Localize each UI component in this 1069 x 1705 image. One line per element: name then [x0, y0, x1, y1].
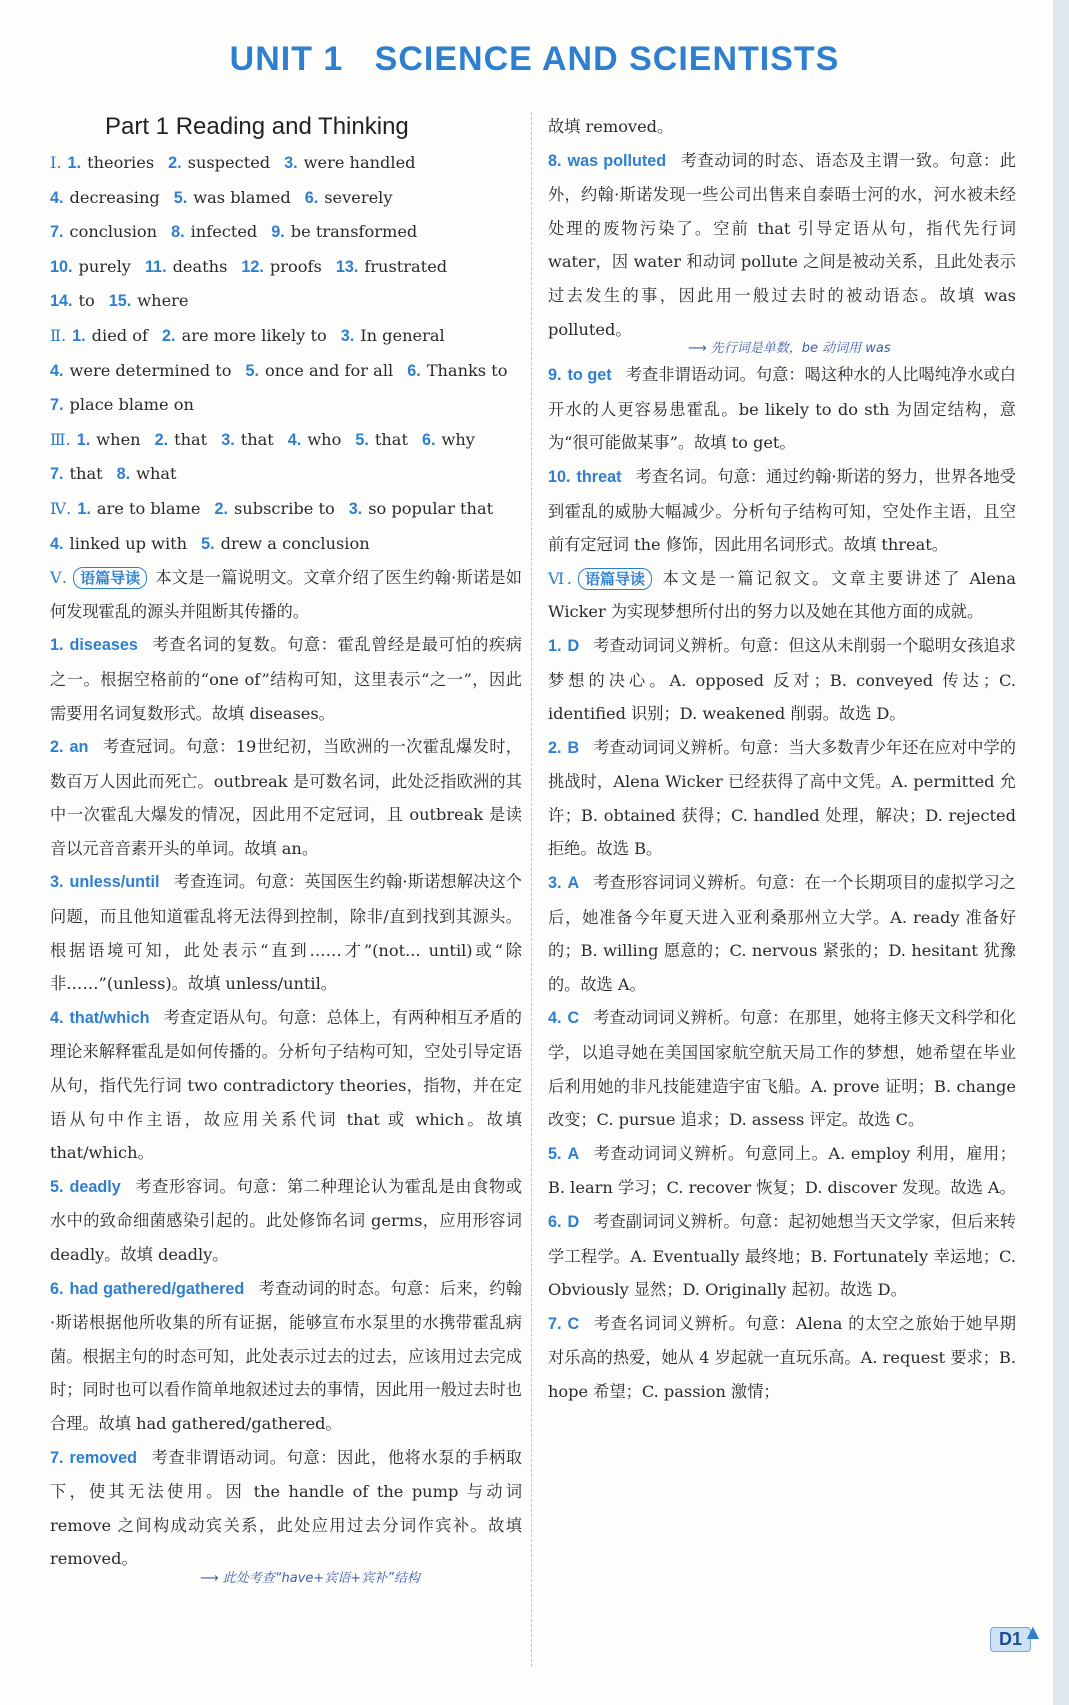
- answer-item: [349, 499, 493, 518]
- explanation-text: 考查定语从句。句意：总体上，有两种相互矛盾的理论来解释霍乱是如何传播的。分析句子结构可知，空处引导定语从句，指代先行词 two contradictory theories，指物，并在定语从句中作主语，故应用关系代词 that 或 which。故填 that/which。: [50, 1007, 522, 1163]
- answer-item: [50, 222, 157, 241]
- explanation-text: 考查名词的复数。句意：霍乱曾经是最可怕的疾病之一。根据空格前的“one of”结构可知，这里表示“之一”，因此需要用名词复数形式。故填 diseases。: [50, 635, 522, 723]
- explanation-entry: [548, 460, 1016, 562]
- answer-key: had gathered/gathered: [69, 1279, 245, 1298]
- answer-number: 1.: [67, 154, 82, 172]
- section-6-intro: [548, 562, 1016, 629]
- answer-key: C: [567, 1009, 580, 1028]
- answer-item: [355, 430, 408, 449]
- answer-text: died of: [91, 325, 149, 345]
- answer-key: removed: [69, 1448, 137, 1467]
- answer-row: [50, 181, 522, 216]
- answer-row: [50, 423, 522, 458]
- answer-number: 6.: [421, 430, 436, 449]
- answer-number: 6.: [304, 188, 319, 207]
- answer-row: [50, 215, 522, 250]
- answer-number: 2.: [162, 326, 176, 345]
- section-5-intro: [50, 561, 522, 628]
- question-number: 4.: [50, 1008, 64, 1027]
- left-column: [50, 110, 522, 1588]
- section-label: Ⅱ.: [50, 325, 67, 345]
- question-number: 1.: [50, 636, 64, 655]
- explanation-text: 考查连词。句意：英国医生约翰·斯诺想解决这个问题，而且他知道霍乱将无法得到控制，除非/直到找到其源头。根据语境可知，此处表示“直到……才”(not... until)或“除非……”(unless)。故填 unless/until。: [50, 872, 522, 994]
- answer-item: [271, 222, 417, 241]
- answer-number: 10.: [50, 257, 73, 276]
- explanation-entry: [50, 1001, 522, 1170]
- answer-text: that: [174, 429, 208, 449]
- answer-text: infected: [190, 222, 258, 242]
- answer-number: 5.: [355, 430, 369, 449]
- answer-item: [50, 464, 103, 483]
- answer-key: A: [567, 874, 580, 893]
- explanation-text: 考查动词词义辨析。句意同上。A. employ 利用，雇用；B. learn 学习；C. recover 恢复；D. discover 发现。故选 A。: [548, 1143, 1016, 1198]
- answer-item: [109, 291, 189, 310]
- section-1: [50, 146, 522, 319]
- section-5-right-items: [548, 144, 1016, 562]
- answer-item: [171, 222, 257, 241]
- answer-number: 1.: [77, 499, 91, 518]
- answer-key: to get: [567, 366, 612, 385]
- question-number: 2.: [50, 738, 64, 757]
- continuation-text: 故填 removed。: [548, 117, 674, 136]
- question-number: 3.: [50, 873, 64, 892]
- page-edge: [1053, 0, 1069, 1705]
- answer-item: [50, 361, 231, 380]
- section-6-items: [548, 629, 1016, 1409]
- answer-number: 3.: [284, 154, 298, 172]
- answer-row: [50, 354, 522, 389]
- answer-number: 4.: [50, 534, 64, 553]
- question-number: 8.: [548, 151, 562, 170]
- explanation-text: 考查非谓语动词。句意：因此，他将水泵的手柄取下，使其无法使用。因 the handle of the pump 与动词 remove 之间构成动宾关系，此处应用过去分词作宾补。故填 removed。: [50, 1447, 522, 1569]
- answer-item: [50, 257, 131, 276]
- answer-number: 1.: [72, 326, 86, 345]
- answer-text: where: [137, 291, 189, 311]
- section-4: [50, 492, 522, 561]
- explanation-text: 考查动词的时态、语态及主谓一致。句意：此外，约翰·斯诺发现一些公司出售来自泰晤士河的水，河水被未经处理的废物污染了。空前 that 引导定语从句，指代先行词 water，因 water 和动词 pollute 之间是被动关系，且此处表示过去发生的事，因此用一般过去时的被动语态。故填 was polluted。: [548, 150, 1016, 339]
- answer-item: [288, 430, 342, 449]
- answer-text: to: [78, 291, 95, 311]
- question-number: 3.: [548, 874, 562, 893]
- explanation-text: 考查副词词义辨析。句意：起初她想当天文学家，但后来转学工程学。A. Eventually 最终地；B. Fortunately 幸运地；C. Obviously 显然；D. Originally 起初。故选 D。: [548, 1212, 1016, 1300]
- answer-item: [50, 534, 187, 553]
- explanation-entry: [548, 866, 1016, 1001]
- section-5-label: Ⅴ.: [50, 568, 68, 588]
- answer-number: 6.: [407, 361, 421, 380]
- answer-key: that/which: [69, 1008, 150, 1027]
- reading-guide-badge: 语篇导读: [73, 567, 147, 589]
- answer-number: 12.: [241, 257, 264, 276]
- answer-key: diseases: [69, 636, 138, 655]
- answer-number: 3.: [221, 430, 235, 449]
- answer-key: D: [567, 636, 580, 655]
- answer-text: were handled: [303, 153, 416, 172]
- explanation-text: 考查动词词义辨析。句意：但这从未削弱一个聪明女孩追求梦想的决心。A. opposed 反对；B. conveyed 传达；C. identified 识别；D. weakened 削弱。故选 D。: [548, 635, 1016, 724]
- explanation-entry: [548, 1205, 1016, 1307]
- section-6-intro-text: 本文是一篇记叙文。文章主要讲述了 Alena Wicker 为实现梦想所付出的努力以及她在其他方面的成就。: [548, 568, 1016, 622]
- answer-item: [336, 257, 447, 276]
- question-number: 6.: [50, 1279, 64, 1298]
- answer-text: purely: [78, 256, 131, 276]
- answer-text: decreasing: [69, 187, 160, 207]
- section-label: Ⅳ.: [50, 498, 72, 518]
- answer-number: 9.: [271, 223, 285, 242]
- explanation-entry: [50, 1272, 522, 1441]
- answer-item: [241, 257, 321, 276]
- answer-text: severely: [324, 187, 393, 207]
- handwritten-note-8: ⟶ 先行词是单数，be 动词用 was: [688, 341, 891, 357]
- answer-text: so popular that: [368, 498, 494, 518]
- answer-text: deaths: [172, 256, 228, 276]
- answer-text: when: [96, 429, 141, 449]
- answer-text: frustrated: [364, 256, 448, 276]
- answer-text: why: [441, 429, 475, 449]
- explanation-entry: [548, 1001, 1016, 1136]
- answer-key: deadly: [69, 1177, 121, 1196]
- up-arrow-icon: ▲: [1026, 1622, 1039, 1641]
- answer-number: 13.: [335, 257, 359, 276]
- question-number: 4.: [548, 1009, 562, 1028]
- explanation-text: 考查名词词义辨析。句意：Alena 的太空之旅始于她早期对乐高的热爱，她从 4 岁起就一直玩乐高。A. request 要求；B. hope 希望；C. passion 激情；: [548, 1313, 1016, 1401]
- answer-text: linked up with: [69, 533, 188, 553]
- answer-number: 7.: [50, 465, 64, 484]
- answer-number: 7.: [50, 223, 64, 242]
- answer-row: [50, 284, 522, 319]
- answer-key: was polluted: [567, 151, 667, 170]
- answer-row: [50, 457, 522, 492]
- answer-text: place blame on: [69, 395, 194, 415]
- answer-item: [77, 499, 200, 518]
- answer-row: [50, 250, 522, 285]
- answer-text: theories: [87, 153, 155, 172]
- answer-text: once and for all: [265, 360, 394, 380]
- answer-number: 2.: [214, 499, 228, 518]
- question-number: 7.: [548, 1314, 562, 1333]
- answer-number: 4.: [287, 430, 302, 449]
- question-number: 1.: [548, 636, 562, 655]
- explanation-text: 考查动词的时态。句意：后来，约翰·斯诺根据他所收集的所有证据，能够宣布水泵里的水携带霍乱病菌。根据主句的时态可知，此处表示过去的过去，应该用过去完成时；同时也可以看作简单地叙述过去的事情，因此用一般过去时也合理。故填 had gathered/gathered。: [50, 1278, 523, 1433]
- question-number: 5.: [548, 1144, 562, 1163]
- part-title: Part 1 Reading and Thinking: [105, 113, 409, 140]
- explanation-text: 考查形容词。句意：第二种理论认为霍乱是由食物或水中的致命细菌感染引起的。此处修饰名词 germs，应用形容词 deadly。故填 deadly。: [50, 1176, 522, 1264]
- explanation-entry: [50, 1170, 522, 1272]
- section-5-items: [50, 628, 522, 1576]
- section-label: Ⅲ.: [50, 429, 71, 449]
- reading-guide-badge: 语篇导读: [578, 568, 652, 590]
- section-6-label: Ⅵ.: [548, 568, 572, 588]
- answer-number: 8.: [116, 465, 131, 484]
- answer-text: subscribe to: [234, 498, 335, 518]
- answer-row: [50, 492, 522, 527]
- answer-text: that: [374, 429, 408, 449]
- answer-item: [341, 326, 445, 345]
- answer-item: [201, 534, 370, 553]
- explanation-entry: [548, 1137, 1016, 1205]
- answer-text: be transformed: [290, 222, 418, 242]
- explanation-text: 考查动词词义辨析。句意：当大多数青少年还在应对中学的挑战时，Alena Wicker 已经获得了高中文凭。A. permitted 允许；B. obtained 获得；C. handled 处理，解决；D. rejected 拒绝。故选 B。: [548, 737, 1016, 859]
- answer-text: were determined to: [69, 360, 232, 380]
- answer-number: 3.: [340, 326, 355, 345]
- answer-key: A: [567, 1144, 580, 1163]
- answer-text: are more likely to: [181, 325, 327, 345]
- answer-item: [174, 188, 291, 207]
- answer-text: who: [307, 429, 342, 449]
- explanation-text: 考查非谓语动词。句意：喝这种水的人比喝纯净水或白开水的人更容易患霍乱。be likely to do sth 为固定结构，意为“很可能做某事”。故填 to get。: [548, 365, 1016, 453]
- answer-item: [145, 257, 227, 276]
- answer-item: [155, 430, 208, 449]
- answer-key: C: [567, 1314, 580, 1333]
- answer-key: D: [567, 1213, 580, 1231]
- answer-number: 5.: [201, 534, 215, 553]
- question-number: 5.: [50, 1177, 64, 1196]
- question-number: 10.: [548, 467, 571, 486]
- explanation-text: 考查动词词义辨析。句意：在那里，她将主修天文科学和化学，以追寻她在美国国家航空航天局工作的梦想，她希望在毕业后利用她的非凡技能建造宇宙飞船。A. prove 证明；B. change 改变；C. pursue 追求；D. assess 评定。故选 C。: [548, 1008, 1016, 1130]
- answer-text: Thanks to: [426, 360, 508, 380]
- answer-number: 5.: [173, 188, 188, 207]
- answer-text: that: [240, 429, 274, 449]
- explanation-text: 考查冠词。句意：19世纪初，当欧洲的一次霍乱爆发时，数百万人因此而死亡。outbreak 是可数名词，此处泛指欧洲的其中一次霍乱大爆发的情况，因此用不定冠词，且 outbreak 是读音以元音音素开头的单词。故填 an。: [50, 737, 522, 858]
- answer-number: 4.: [50, 188, 64, 207]
- answer-row: [50, 527, 522, 562]
- answer-number: 1.: [76, 430, 91, 449]
- answer-item: [422, 430, 475, 449]
- answer-item: [245, 361, 393, 380]
- answer-item: [77, 430, 141, 449]
- explanation-entry: [50, 1441, 522, 1576]
- answer-item: [168, 153, 270, 172]
- handwritten-note-7: ⟶ 此处考查“have+宾语+宾补”结构: [200, 1570, 420, 1586]
- section-2: [50, 319, 522, 423]
- question-number: 6.: [548, 1213, 562, 1231]
- answer-number: 2.: [168, 154, 182, 172]
- question-number: 9.: [548, 366, 562, 385]
- answer-item: [50, 291, 95, 310]
- answer-row: [50, 388, 522, 423]
- column-divider: [531, 112, 532, 1667]
- explanation-text: 考查名词。句意：通过约翰·斯诺的努力，世界各地受到霍乱的威胁大幅减少。分析句子结构可知，空处作主语，且空前有定冠词 the 修饰，因此用名词形式。故填 threat。: [548, 466, 1016, 555]
- answer-item: [68, 153, 155, 172]
- page-number: D1: [990, 1627, 1031, 1652]
- explanation-entry: [50, 730, 522, 865]
- question-number: 2.: [548, 738, 562, 757]
- answer-item: [407, 361, 507, 380]
- section-label: Ⅰ.: [50, 153, 62, 172]
- explanation-entry: [548, 1307, 1016, 1409]
- answer-number: 5.: [245, 361, 259, 380]
- answer-text: suspected: [187, 153, 271, 172]
- answer-key: unless/until: [69, 873, 160, 892]
- answer-text: In general: [360, 325, 445, 345]
- note-text: 先行词是单数，be 动词用 was: [710, 341, 891, 357]
- answer-number: 15.: [108, 292, 132, 311]
- answer-key: threat: [576, 467, 622, 486]
- answer-text: drew a conclusion: [220, 533, 370, 553]
- answer-item: [72, 326, 148, 345]
- section-3: [50, 423, 522, 492]
- answer-item: [50, 395, 194, 414]
- unit-title: UNIT 1 SCIENCE AND SCIENTISTS: [229, 40, 840, 78]
- answer-number: 4.: [50, 361, 64, 380]
- answer-number: 2.: [154, 430, 169, 449]
- explanation-entry: [548, 144, 1016, 347]
- explanation-entry: [548, 731, 1016, 866]
- answer-text: are to blame: [96, 498, 201, 518]
- explanation-entry: [50, 865, 522, 1000]
- answer-item: [305, 188, 393, 207]
- answer-text: proofs: [269, 256, 322, 276]
- answer-number: 14.: [50, 292, 73, 311]
- explanation-entry: [548, 629, 1016, 731]
- answer-text: what: [136, 464, 177, 484]
- right-column: [548, 110, 1016, 1409]
- answer-item: [214, 499, 334, 518]
- answer-key: an: [69, 738, 89, 757]
- answer-text: that: [69, 464, 103, 484]
- answer-key: B: [567, 738, 580, 757]
- answer-number: 8.: [171, 223, 185, 242]
- explanation-entry: [50, 628, 522, 730]
- answer-item: [117, 464, 177, 483]
- answer-text: conclusion: [69, 222, 158, 242]
- answer-item: [284, 153, 415, 172]
- answer-item: [162, 326, 327, 345]
- question-number: 7.: [50, 1448, 64, 1467]
- answer-item: [50, 188, 160, 207]
- answer-number: 3.: [348, 499, 363, 518]
- explanation-text: 考查形容词词义辨析。句意：在一个长期项目的虚拟学习之后，她准备今年夏天进入亚利桑那州立大学。A. ready 准备好的；B. willing 愿意的；C. nervous 紧张的；D. hesitant 犹豫的。故选 A。: [548, 873, 1016, 994]
- section-5-intro-text: 本文是一篇说明文。文章介绍了医生约翰·斯诺是如何发现霍乱的源头并阻断其传播的。: [50, 568, 522, 621]
- answer-row: [50, 146, 522, 181]
- answer-number: 11.: [144, 257, 167, 276]
- answer-number: 7.: [50, 396, 64, 415]
- answer-text: was blamed: [193, 187, 291, 207]
- answer-row: [50, 319, 522, 354]
- answer-item: [221, 430, 274, 449]
- explanation-entry: [548, 358, 1016, 460]
